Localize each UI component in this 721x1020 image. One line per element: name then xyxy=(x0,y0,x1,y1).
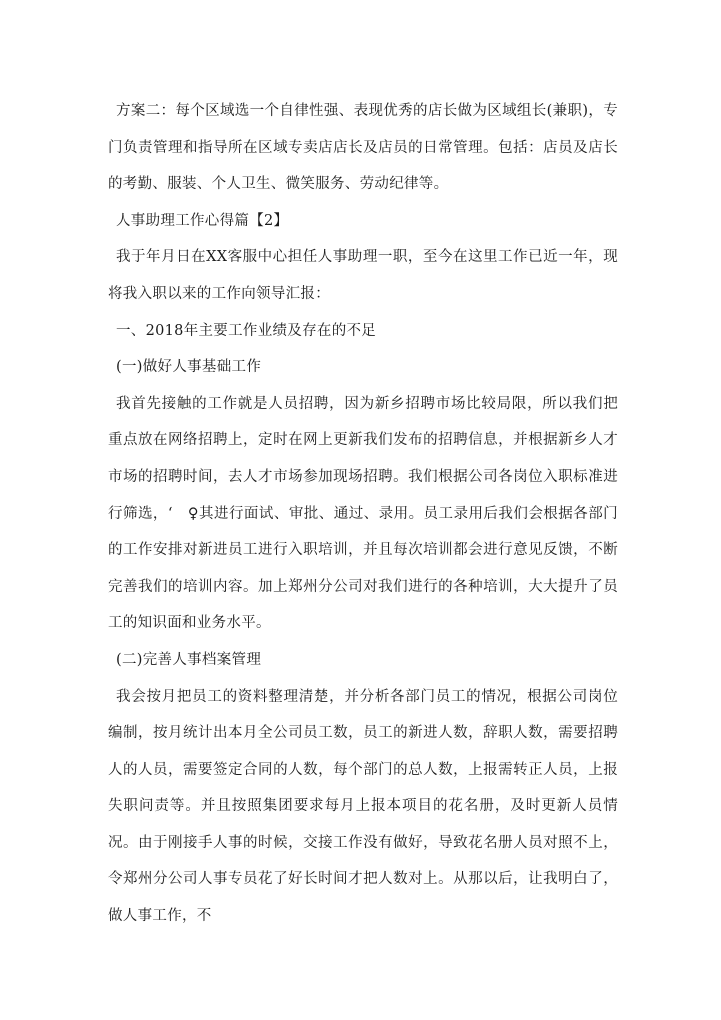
document-body xyxy=(108,93,618,935)
paragraph-records: 我会按月把员工的资料整理清楚，并分析各部门员工的情况，根据公司岗位编制，按月统计出本月全公司员工数，员工的新进人数，辞职人数，需要招聘人的人员，需要签定合同的人数，每个部门的总人数，上报需转正人员，上报失职问责等。并且按照集团要求每月上报本项目的花名册，及时更新人员情况。由于刚接手人事的时候，交接工作没有做好，导致花名册人员对照不上，令郑州分公司人事专员花了好长时间才把人数对上。从那以后，让我明白了，做人事工作，不 xyxy=(108,688,618,925)
section-title: 人事助理工作心得篇【2】 xyxy=(116,212,289,229)
subheading-records-management: (二)完善人事档案管理 xyxy=(116,651,262,668)
paragraph-recruitment: 我首先接触的工作就是人员招聘，因为新乡招聘市场比较局限，所以我们把重点放在网络招聘上，定时在网上更新我们发布的招聘信息，并根据新乡人才市场的招聘时间，去人才市场参加现场招聘。我们根据公司各岗位入职标准进行筛选，‘ ♀其进行面试、审批、通过、录用。员工录用后我们会根据各部门的工作安排对新进员工进行入职培训，并且每次培训都会进行意见反馈，不断完善我们的培训内容。加上郑州分公司对我们进行的各种培训，大大提升了员工的知识面和业务水平。 xyxy=(108,395,618,632)
heading-achievements: 一、2018年主要工作业绩及存在的不足 xyxy=(116,322,377,339)
paragraph-plan-two: 方案二：每个区域选一个自律性强、表现优秀的店长做为区域组长(兼职)，专门负责管理和指导所在区域专卖店店长及店员的日常管理。包括：店员及店长的考勤、服装、个人卫生、微笑服务、劳动纪律等。 xyxy=(108,103,618,193)
subheading-hr-basics: (一)做好人事基础工作 xyxy=(116,359,262,376)
paragraph-intro: 我于年月日在XX客服中心担任人事助理一职，至今在这里工作已近一年，现将我入职以来的工作向领导汇报： xyxy=(108,249,618,302)
